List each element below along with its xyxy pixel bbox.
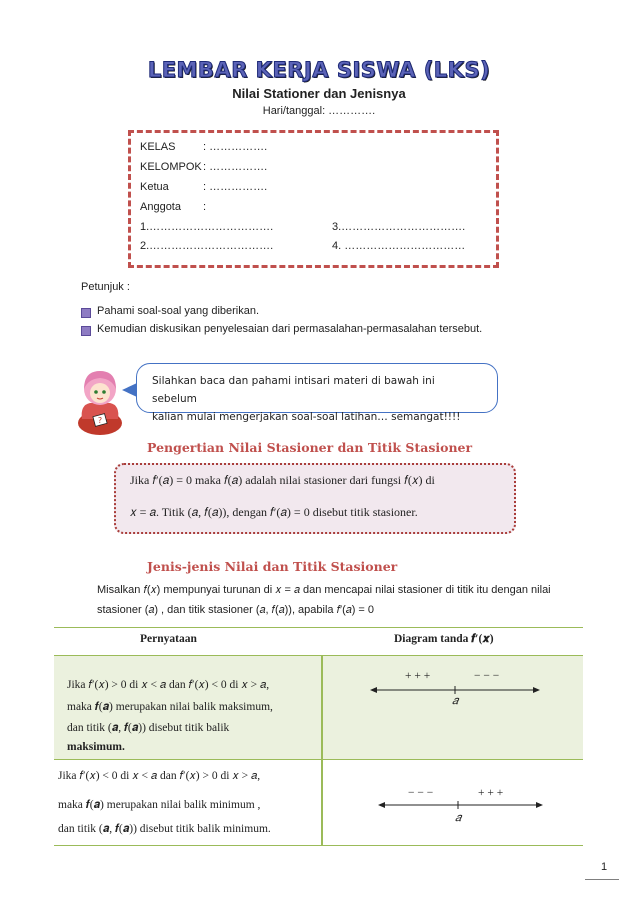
- instruction-item: Kemudian diskusikan penyelesaian dari permasalahan-permasalahan tersebut.: [97, 323, 483, 335]
- column-divider: [321, 759, 323, 845]
- row2-line: dan titik (𝒂, 𝒇(𝒂)) disebut titik balik minimum.: [58, 823, 271, 835]
- student-avatar-icon: [74, 365, 126, 437]
- row2-line: maka 𝒇(𝒂) merupakan nilai balik minimum ,: [58, 799, 261, 811]
- table-header-diagram: Diagram tanda 𝒇′(𝒙): [394, 633, 494, 645]
- definition-line: 𝑥 = 𝑎. Titik (𝑎, 𝑓(𝑎)), dengan 𝑓′(𝑎) = 0 disebut titik stasioner.: [130, 505, 418, 519]
- point-label: 𝑎: [452, 695, 459, 707]
- row2-line: Jika 𝑓′(𝑥) < 0 di 𝑥 < 𝑎 dan 𝑓′(𝑥) > 0 di 𝑥 > 𝑎,: [58, 770, 261, 782]
- worksheet-subtitle: Nilai Stationer dan Jenisnya: [232, 86, 406, 101]
- column-divider: [321, 656, 323, 759]
- table-header-statement: Pernyataan: [140, 633, 197, 645]
- page-number: 1: [600, 861, 608, 873]
- types-heading: Jenis-jenis Nilai dan Titik Stasioner: [147, 559, 398, 574]
- group-field: : …………….: [203, 161, 268, 173]
- instruction-item: Pahami soal-soal yang diberikan.: [97, 305, 260, 317]
- members-colon: :: [203, 201, 207, 213]
- member-1-field: 1.…………………………….: [140, 221, 274, 233]
- page-title: LEMBAR KERJA SISWA (LKS): [147, 58, 491, 82]
- sign-left: − − −: [408, 787, 434, 799]
- intro-line: stasioner (𝑎) , dan titik stasioner (𝑎, 𝑓(𝑎)), apabila 𝑓′(𝑎) = 0: [97, 604, 375, 616]
- member-2-field: 2.…………………………….: [140, 240, 274, 252]
- table-header: [54, 627, 583, 658]
- bubble-line: Silahkan baca dan pahami intisari materi di bawah ini sebelum: [152, 375, 435, 405]
- speech-bubble-text: [152, 372, 482, 426]
- sign-right: + + +: [478, 787, 504, 799]
- member-4-field: 4. ……………………………: [332, 240, 466, 252]
- members-label: Anggota: [140, 201, 181, 213]
- bubble-tail: [122, 383, 137, 397]
- group-label: KELOMPOK: [140, 161, 202, 173]
- definition-line: Jika 𝑓′(𝑎) = 0 maka 𝑓(𝑎) adalah nilai stasioner dari fungsi 𝑓(𝑥) di: [130, 473, 435, 487]
- bullet-icon: [81, 308, 91, 318]
- date-field: Hari/tanggal: ………….: [262, 105, 376, 117]
- svg-text:?: ?: [97, 416, 103, 425]
- definition-heading: Pengertian Nilai Stasioner dan Titik Stasioner: [147, 440, 473, 455]
- row1-line: dan titik (𝒂, 𝒇(𝒂)) disebut titik balik: [67, 722, 230, 734]
- row1-line: maksimum.: [67, 741, 125, 753]
- point-label: 𝑎: [455, 812, 462, 824]
- row1-line: maka 𝒇(𝒂) merupakan nilai balik maksimum,: [67, 701, 273, 713]
- class-field: : …………….: [203, 141, 268, 153]
- page-number-rule: [585, 879, 619, 880]
- leader-field: : …………….: [203, 181, 268, 193]
- sign-left: + + +: [405, 670, 431, 682]
- leader-label: Ketua: [140, 181, 169, 193]
- sign-right: − − −: [474, 670, 500, 682]
- class-label: KELAS: [140, 141, 176, 153]
- bubble-line: kalian mulai mengerjakan soal-soal latihan… semangat!!!!: [152, 411, 461, 423]
- member-3-field: 3.…………………………….: [332, 221, 466, 233]
- intro-line: Misalkan 𝑓(𝑥) mempunyai turunan di 𝑥 = 𝑎 dan mencapai nilai stasioner di titik itu dengan nilai: [97, 584, 551, 596]
- row1-line: Jika 𝑓′(𝑥) > 0 di 𝑥 < 𝑎 dan 𝑓′(𝑥) < 0 di 𝑥 > 𝑎,: [67, 679, 270, 691]
- instructions-label: Petunjuk :: [81, 281, 130, 293]
- bullet-icon: [81, 326, 91, 336]
